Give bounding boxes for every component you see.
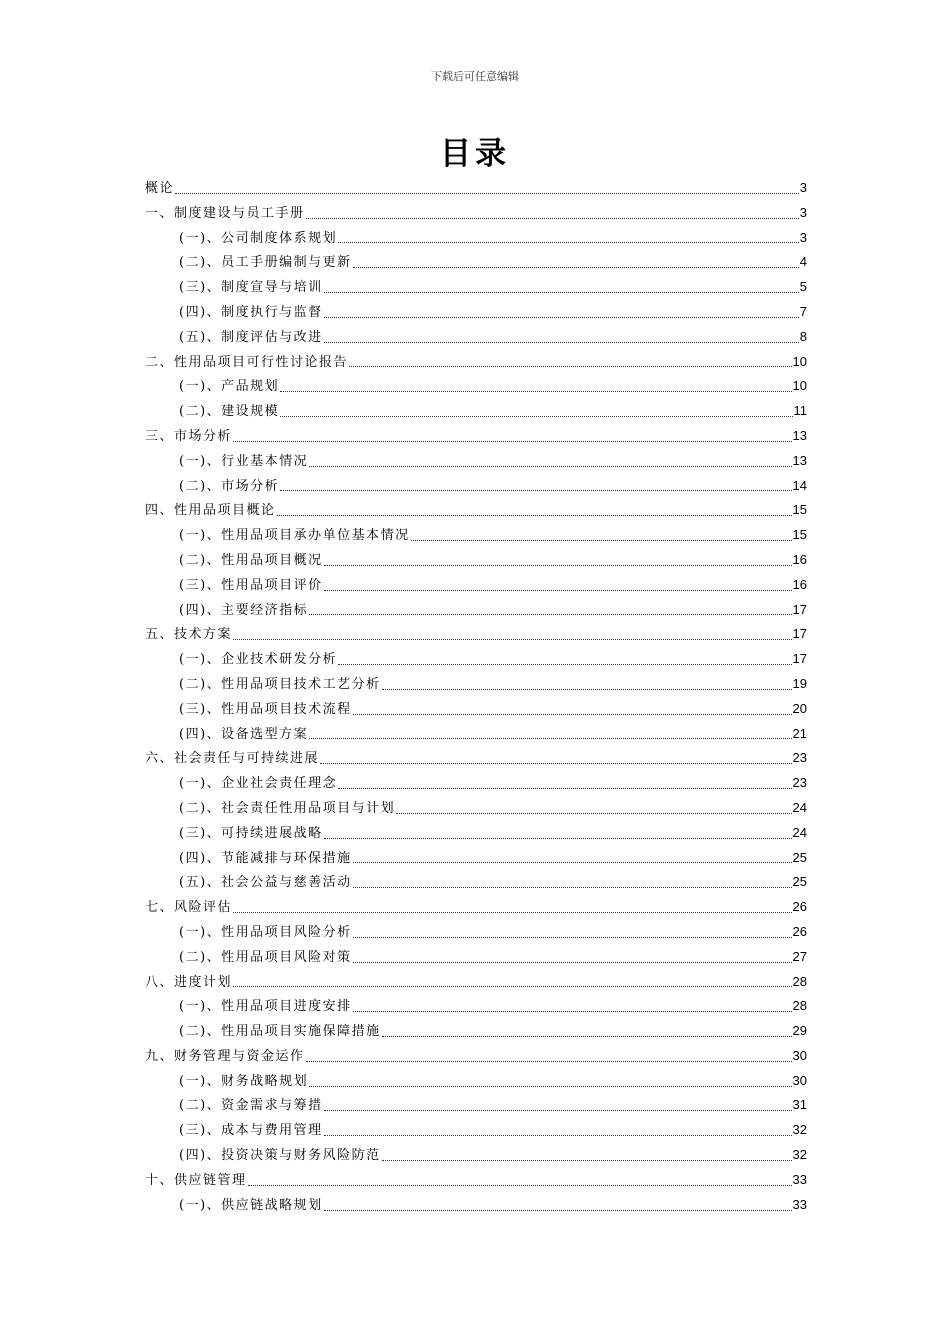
toc-entry[interactable] bbox=[145, 920, 807, 945]
toc-leader-dots bbox=[309, 614, 791, 615]
toc-entry-page: 30 bbox=[792, 1047, 807, 1063]
toc-entry-page: 32 bbox=[792, 1147, 807, 1163]
toc-entry[interactable] bbox=[145, 672, 807, 697]
toc-entry-title: (一)、财务战略规划 bbox=[179, 1073, 309, 1089]
toc-leader-dots bbox=[353, 267, 799, 268]
toc-entry[interactable] bbox=[145, 1168, 807, 1193]
toc-entry-page: 13 bbox=[792, 452, 807, 468]
toc-entry-page: 24 bbox=[792, 799, 807, 815]
toc-entry-page: 17 bbox=[792, 651, 807, 667]
toc-leader-dots bbox=[175, 193, 799, 194]
toc-entry[interactable] bbox=[145, 424, 807, 449]
toc-entry-page: 17 bbox=[792, 601, 807, 617]
toc-entry-title: 五、技术方案 bbox=[145, 627, 233, 643]
toc-entry-page: 10 bbox=[792, 353, 807, 369]
toc-entry-title: (一)、供应链战略规划 bbox=[179, 1197, 323, 1213]
header-note: 下载后可任意编辑 bbox=[431, 70, 519, 83]
toc-entry-page: 17 bbox=[792, 626, 807, 642]
toc-entry[interactable] bbox=[145, 796, 807, 821]
toc-leader-dots bbox=[306, 218, 799, 219]
toc-leader-dots bbox=[309, 1086, 791, 1087]
toc-entry-title: (四)、设备选型方案 bbox=[179, 726, 309, 742]
toc-leader-dots bbox=[338, 664, 791, 665]
toc-leader-dots bbox=[309, 738, 791, 739]
toc-entry-page: 26 bbox=[792, 923, 807, 939]
toc-entry[interactable] bbox=[145, 647, 807, 672]
toc-entry-page: 23 bbox=[792, 775, 807, 791]
toc-entry[interactable] bbox=[145, 523, 807, 548]
toc-entry-title: (一)、企业社会责任理念 bbox=[179, 776, 338, 792]
toc-leader-dots bbox=[382, 1036, 792, 1037]
toc-entry-title: (三)、性用品项目技术流程 bbox=[179, 701, 352, 717]
toc-entry-title: (一)、性用品项目进度安排 bbox=[179, 999, 352, 1015]
toc-entry[interactable] bbox=[145, 374, 807, 399]
toc-entry-page: 24 bbox=[792, 824, 807, 840]
toc-entry-page: 29 bbox=[792, 1023, 807, 1039]
toc-entry[interactable] bbox=[145, 1069, 807, 1094]
toc-entry-page: 28 bbox=[792, 973, 807, 989]
toc-entry-title: 六、社会责任与可持续进展 bbox=[145, 751, 320, 767]
toc-entry-title: (四)、主要经济指标 bbox=[179, 602, 309, 618]
toc-entry-page: 31 bbox=[792, 1097, 807, 1113]
toc-entry-title: (三)、成本与费用管理 bbox=[179, 1123, 323, 1139]
toc-leader-dots bbox=[353, 1011, 792, 1012]
toc-entry-title: 八、进度计划 bbox=[145, 974, 233, 990]
toc-entry-title: 概论 bbox=[145, 181, 175, 196]
toc-entry[interactable] bbox=[145, 1093, 807, 1118]
toc-entry-title: 四、性用品项目概论 bbox=[145, 503, 276, 519]
toc-entry-page: 7 bbox=[799, 303, 807, 319]
toc-leader-dots bbox=[338, 788, 791, 789]
toc-entry-page: 15 bbox=[792, 502, 807, 518]
toc-entry-title: (二)、市场分析 bbox=[179, 478, 280, 494]
toc-entry[interactable] bbox=[145, 598, 807, 623]
toc-entry[interactable] bbox=[145, 474, 807, 499]
toc-entry-page: 33 bbox=[792, 1171, 807, 1187]
toc-entry[interactable] bbox=[145, 325, 807, 350]
toc-leader-dots bbox=[233, 441, 792, 442]
toc-entry[interactable] bbox=[145, 870, 807, 895]
toc-leader-dots bbox=[353, 937, 792, 938]
toc-entry-title: (二)、性用品项目风险对策 bbox=[179, 949, 352, 965]
toc-leader-dots bbox=[353, 862, 792, 863]
toc-entry-title: (一)、产品规划 bbox=[179, 379, 280, 395]
toc-entry-title: (一)、性用品项目风险分析 bbox=[179, 924, 352, 940]
toc-leader-dots bbox=[233, 912, 792, 913]
toc-entry-title: (三)、可持续进展战略 bbox=[179, 825, 323, 841]
toc-leader-dots bbox=[320, 763, 792, 764]
toc-entry[interactable] bbox=[145, 697, 807, 722]
toc-entry[interactable] bbox=[145, 1118, 807, 1143]
toc-entry-title: 七、风险评估 bbox=[145, 900, 233, 916]
toc-leader-dots bbox=[324, 317, 799, 318]
toc-leader-dots bbox=[396, 813, 791, 814]
toc-leader-dots bbox=[353, 714, 792, 715]
toc-leader-dots bbox=[233, 986, 792, 987]
toc-leader-dots bbox=[280, 416, 792, 417]
toc-leader-dots bbox=[324, 292, 799, 293]
toc-entry[interactable] bbox=[145, 821, 807, 846]
toc-entry-page: 25 bbox=[792, 849, 807, 865]
toc-entry-page: 23 bbox=[792, 750, 807, 766]
toc-entry-title: (三)、性用品项目评价 bbox=[179, 577, 323, 593]
toc-entry-page: 32 bbox=[792, 1122, 807, 1138]
toc-leader-dots bbox=[382, 689, 792, 690]
toc-entry[interactable] bbox=[145, 573, 807, 598]
toc-entry-page: 3 bbox=[799, 180, 807, 195]
toc-entry[interactable] bbox=[145, 970, 807, 995]
toc-leader-dots bbox=[353, 962, 792, 963]
toc-entry-page: 4 bbox=[799, 254, 807, 270]
toc-entry-title: (二)、社会责任性用品项目与计划 bbox=[179, 800, 396, 816]
toc-entry[interactable] bbox=[145, 250, 807, 275]
toc-leader-dots bbox=[248, 1185, 792, 1186]
toc-entry-page: 16 bbox=[792, 576, 807, 592]
toc-entry[interactable] bbox=[145, 498, 807, 523]
toc-entry-page: 26 bbox=[792, 899, 807, 915]
toc-entry-title: (四)、投资决策与财务风险防范 bbox=[179, 1148, 381, 1164]
toc-leader-dots bbox=[324, 1210, 792, 1211]
toc-entry[interactable] bbox=[145, 1193, 807, 1218]
page-title: 目录 bbox=[440, 136, 510, 172]
toc-entry-page: 10 bbox=[792, 378, 807, 394]
toc-entry-title: 二、性用品项目可行性讨论报告 bbox=[145, 354, 349, 370]
toc-leader-dots bbox=[324, 1110, 792, 1111]
toc-leader-dots bbox=[306, 1061, 792, 1062]
toc-entry[interactable] bbox=[145, 226, 807, 251]
toc-entry-page: 13 bbox=[792, 427, 807, 443]
toc-entry[interactable] bbox=[145, 1019, 807, 1044]
toc-entry-title: 三、市场分析 bbox=[145, 428, 233, 444]
toc-leader-dots bbox=[349, 366, 792, 367]
toc-entry[interactable] bbox=[145, 350, 807, 375]
toc-entry[interactable] bbox=[145, 895, 807, 920]
toc-entry-page: 25 bbox=[792, 874, 807, 890]
toc-entry-title: (一)、性用品项目承办单位基本情况 bbox=[179, 528, 410, 544]
toc-entry[interactable] bbox=[145, 722, 807, 747]
toc-entry-page: 8 bbox=[799, 328, 807, 344]
toc-entry-page: 33 bbox=[792, 1196, 807, 1212]
toc-entry-page: 5 bbox=[799, 279, 807, 295]
toc-leader-dots bbox=[233, 639, 792, 640]
toc-leader-dots bbox=[324, 838, 792, 839]
toc-entry-title: (四)、制度执行与监督 bbox=[179, 304, 323, 320]
toc-entry-title: (二)、员工手册编制与更新 bbox=[179, 255, 352, 271]
toc-entry-title: (五)、社会公益与慈善活动 bbox=[179, 875, 352, 891]
toc-entry[interactable] bbox=[145, 201, 807, 226]
toc-entry-title: (五)、制度评估与改进 bbox=[179, 329, 323, 345]
toc-entry-page: 20 bbox=[792, 700, 807, 716]
toc-entry-page: 3 bbox=[799, 204, 807, 220]
toc-leader-dots bbox=[280, 391, 791, 392]
toc-leader-dots bbox=[338, 242, 799, 243]
toc-leader-dots bbox=[324, 590, 792, 591]
toc-entry-title: (三)、制度宣导与培训 bbox=[179, 280, 323, 296]
toc-leader-dots bbox=[324, 1135, 792, 1136]
toc-entry[interactable] bbox=[145, 846, 807, 871]
toc-entry-title: (四)、节能减排与环保措施 bbox=[179, 850, 352, 866]
toc-leader-dots bbox=[411, 540, 792, 541]
toc-leader-dots bbox=[382, 1160, 792, 1161]
toc-entry-title: (二)、资金需求与筹措 bbox=[179, 1098, 323, 1114]
toc-leader-dots bbox=[280, 490, 791, 491]
toc-entry[interactable] bbox=[145, 746, 807, 771]
toc-entry[interactable] bbox=[145, 994, 807, 1019]
toc-leader-dots bbox=[324, 565, 792, 566]
toc-entry[interactable] bbox=[145, 300, 807, 325]
toc-leader-dots bbox=[324, 342, 799, 343]
toc-entry-title: (一)、行业基本情况 bbox=[179, 453, 309, 469]
toc-entry-page: 16 bbox=[792, 551, 807, 567]
toc-entry-page: 27 bbox=[792, 948, 807, 964]
toc-entry[interactable] bbox=[145, 449, 807, 474]
toc-entry-page: 28 bbox=[792, 998, 807, 1014]
toc-entry-title: (二)、性用品项目概况 bbox=[179, 552, 323, 568]
toc-entry-page: 30 bbox=[792, 1072, 807, 1088]
toc-entry-page: 19 bbox=[792, 675, 807, 691]
toc-entry-page: 15 bbox=[792, 527, 807, 543]
toc-entry[interactable] bbox=[145, 275, 807, 300]
toc-entry[interactable] bbox=[145, 622, 807, 647]
table-of-contents bbox=[145, 176, 807, 1217]
toc-entry-title: (二)、建设规模 bbox=[179, 404, 280, 420]
toc-entry[interactable] bbox=[145, 1044, 807, 1069]
toc-entry-title: (二)、性用品项目实施保障措施 bbox=[179, 1024, 381, 1040]
toc-entry[interactable] bbox=[145, 399, 807, 424]
toc-entry-page: 21 bbox=[792, 725, 807, 741]
toc-entry-title: (一)、企业技术研发分析 bbox=[179, 652, 338, 668]
toc-entry[interactable] bbox=[145, 1143, 807, 1168]
toc-leader-dots bbox=[309, 466, 791, 467]
toc-entry[interactable] bbox=[145, 771, 807, 796]
toc-entry[interactable] bbox=[145, 548, 807, 573]
toc-entry-page: 11 bbox=[793, 403, 807, 419]
toc-entry[interactable] bbox=[145, 176, 807, 201]
toc-entry-title: 九、财务管理与资金运作 bbox=[145, 1048, 305, 1064]
toc-entry-title: (二)、性用品项目技术工艺分析 bbox=[179, 676, 381, 692]
toc-entry-page: 14 bbox=[792, 477, 807, 493]
toc-leader-dots bbox=[353, 887, 792, 888]
toc-entry-title: 一、制度建设与员工手册 bbox=[145, 205, 305, 221]
toc-entry-page: 3 bbox=[799, 229, 807, 245]
toc-entry-title: (一)、公司制度体系规划 bbox=[179, 230, 338, 246]
toc-entry-title: 十、供应链管理 bbox=[145, 1172, 247, 1188]
toc-entry[interactable] bbox=[145, 945, 807, 970]
toc-leader-dots bbox=[277, 515, 792, 516]
